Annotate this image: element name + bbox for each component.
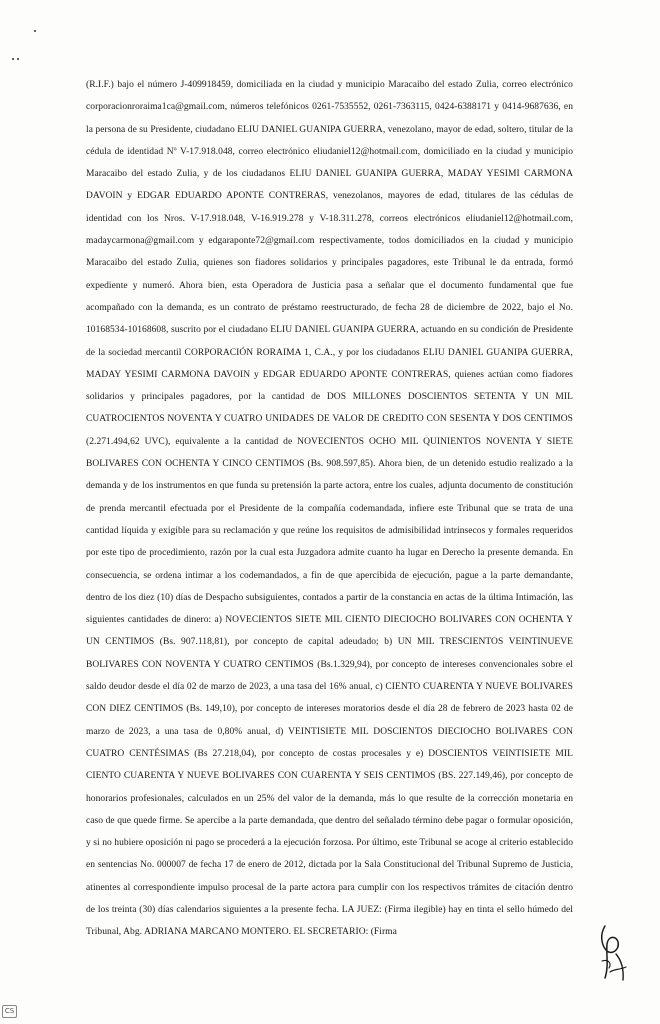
scan-speck: [17, 58, 19, 60]
body-paragraph: (R.I.F.) bajo el número J-409918459, domiciliada en la ciudad y municipio Maracaibo del estado Zulia, correo electrónico corporacionroraima1ca@gmail.com, números telefónicos 0261-7535552, 0261-7363115, 0424-6388171 y 0414-9687636, en la persona de su Presidente, ciudadano ELIU DANIEL GUANIPA GUERRA, venezolano, mayor de edad, soltero, titular de la cédula de identidad Nº V-17.918.048, correo electrónico eliudaniel12@hotmail.com, domiciliado en la ciudad y municipio Maracaibo del estado Zulia, y de los ciudadanos ELIU DANIEL GUANIPA GUERRA, MADAY YESIMI CARMONA DAVOIN y EDGAR EDUARDO APONTE CONTRERAS, venezolanos, mayores de edad, titulares de las cédulas de identidad con los Nros. V-17.918.048, V-16.919.278 y V-18.311.278, correos electrónicos eliudaniel12@hotmail.com, madaycarmona@gmail.com y edgaraponte72@gmail.com respectivamente, todos domiciliados en la ciudad y municipio Maracaibo del estado Zulia, quienes son fiadores solidarios y principales pagadores, este Tribunal le da entrada, formó expediente y numeró. Ahora bien, esta Operadora de Justicia pasa a señalar que el documento fundamental que fue acompañado con la demanda, es un contrato de préstamo reestructurado, de fecha 28 de diciembre de 2022, bajo el No. 10168534-10168608, suscrito por el ciudadano ELIU DANIEL GUANIPA GUERRA, actuando en su condición de Presidente de la sociedad mercantil CORPORACIÓN RORAIMA 1, C.A., y por los ciudadanos ELIU DANIEL GUANIPA GUERRA, MADAY YESIMI CARMONA DAVOIN y EDGAR EDUARDO APONTE CONTRERAS, quienes actúan como fiadores solidarios y principales pagadores, por la cantidad de DOS MILLONES DOSCIENTOS SETENTA Y UN MIL CUATROCIENTOS NOVENTA Y CUATRO UNIDADES DE VALOR DE CREDITO CON SESENTA Y DOS CENTIMOS (2.271.494,62 UVC), equivalente a la cantidad de NOVECIENTOS OCHO MIL QUINIENTOS NOVENTA Y SIETE BOLIVARES CON OCHENTA Y CINCO CENTIMOS (Bs. 908.597,85). Ahora bien, de un detenido estudio realizado a la demanda y de los instrumentos en que funda su pretensión la parte actora, entre los cuales, adjunta documento de constitución de prenda mercantil efectuada por el Presidente de la compañía codemandada, infiere este Tribunal que se trata de una cantidad líquida y exigible para su reclamación y que reúne los requisitos de admisibilidad intrínsecos y formales requeridos por este tipo de procedimiento, razón por la cual esta Juzgadora admite cuanto ha lugar en Derecho la presente demanda. En consecuencia, se ordena intimar a los codemandados, a fin de que apercibida de ejecución, pague a la parte demandante, dentro de los diez (10) días de Despacho subsiguientes, contados a partir de la constancia en actas de la última Intimación, las siguientes cantidades de dinero: a) NOVECIENTOS SIETE MIL CIENTO DIECIOCHO BOLIVARES CON OCHENTA Y UN CENTIMOS (Bs. 907.118,81), por concepto de capital adeudado; b) UN MIL TRESCIENTOS VEINTINUEVE BOLIVARES CON NOVENTA Y CUATRO CENTIMOS (Bs.1.329,94), por concepto de intereses convencionales sobre el saldo deudor desde el día 02 de marzo de 2023, a una tasa del 16% anual, c) CIENTO CUARENTA Y NUEVE BOLIVARES CON DIEZ CENTIMOS (Bs. 149,10), por concepto de intereses moratorios desde el día 28 de febrero de 2023 hasta 02 de marzo de 2023, a una tasa de 0,80% anual, d) VEINTISIETE MIL DOSCIENTOS DIECIOCHO BOLIVARES CON CUATRO CENTÉSIMAS (Bs 27.218,04), por concepto de costas procesales y e) DOSCIENTOS VEINTISIETE MIL CIENTO CUARENTA Y NUEVE BOLIVARES CON CUARENTA Y SEIS CENTIMOS (BS. 227.149,46), por concepto de honorarios profesionales, calculados en un 25% del valor de la demanda, más lo que resulte de la corrección monetaria en caso de que quede firme. Se apercibe a la parte demandada, que dentro del señalado término debe pagar o formular oposición, y si no hubiere oposición ni pago se procederá a la ejecución forzosa. Por último, este Tribunal se acoge al criterio establecido en sentencias No. 000007 de fecha 17 de enero de 2012, dictada por la Sala Constitucional del Tribunal Supremo de Justicia, atinentes al correspondiente impulso procesal de la parte actora para cumplir con los respectivos trámites de citación dentro de los treinta (30) días calendarios siguientes a la presente fecha. LA JUEZ: (Firma ilegible) hay en tinta el sello húmedo del Tribunal, Abg. ADRIANA MARCANO MONTERO. EL SECRETARIO: (Firma: [86, 80, 573, 938]
signature-icon: [596, 920, 630, 984]
scan-speck: [34, 30, 36, 32]
document-body: [86, 74, 573, 944]
scanner-app-badge: CS: [2, 1005, 17, 1018]
scan-speck: [12, 58, 14, 60]
